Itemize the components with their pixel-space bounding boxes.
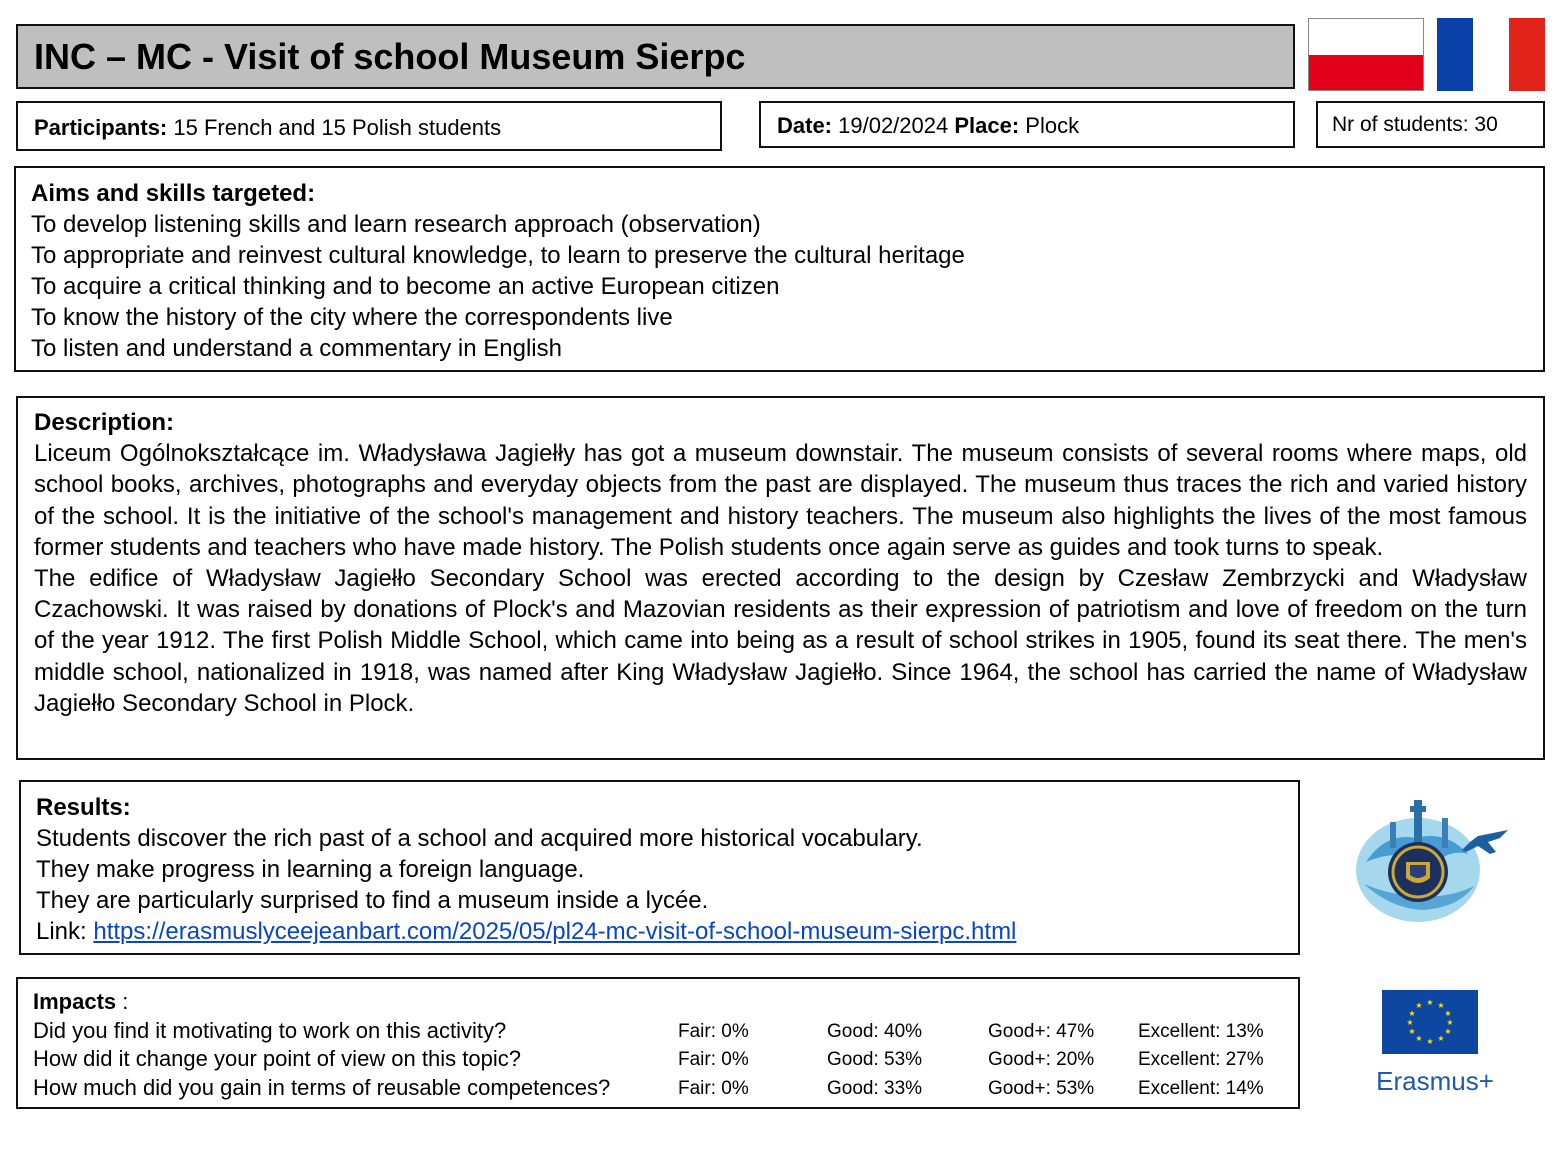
erasmus-plus-logo (1366, 988, 1504, 1098)
participants-box (16, 101, 722, 151)
poland-flag-icon (1308, 18, 1424, 91)
description-paragraph: The edifice of Władysław Jagiełło Secondary School was erected according to the design by Czesław Zembrzycki and Władysław Czachowski. It was raised by donations of Plock's and Mazovian residents as their expression of patriotism and love of freedom on the turn of the year 1912. The first Polish Middle School, which came into being as a result of school strikes in 1905, found its seat there. The men's middle school, nationalized in 1918, was named after King Władysław Jagiełło. Since 1964, the school has carried the name of Władysław Jagiełło Secondary School in Plock. (34, 565, 1527, 717)
aim-item: To know the history of the city where the correspondents live (31, 304, 673, 331)
results-link[interactable]: https://erasmuslyceejeanbart.com/2025/05/pl24-mc-visit-of-school-museum-sierpc.html (93, 918, 1017, 945)
title-bar (16, 24, 1295, 89)
result-item: They are particularly surprised to find a museum inside a lycée. (36, 887, 709, 914)
impact-good-plus: Good+: 20% (988, 1049, 1095, 1070)
france-flag-icon (1437, 18, 1545, 91)
aims-heading: Aims and skills targeted: (31, 180, 316, 207)
aims-section (14, 166, 1545, 372)
impacts-heading: Impacts (33, 989, 117, 1014)
aim-item: To appropriate and reinvest cultural knowledge, to learn to preserve the cultural heritage (31, 242, 965, 269)
link-label: Link: (36, 918, 94, 945)
impact-excellent: Excellent: 27% (1138, 1049, 1264, 1070)
svg-text:★: ★ (1406, 1018, 1414, 1027)
impact-question: Did you find it motivating to work on this activity? (33, 1018, 507, 1043)
impacts-heading-suffix: : (116, 989, 129, 1014)
impact-question: How much did you gain in terms of reusable competences? (33, 1075, 611, 1100)
impact-excellent: Excellent: 13% (1138, 1021, 1264, 1042)
place-value: Plock (1019, 113, 1080, 138)
students-count-box (1316, 101, 1545, 148)
students-count: Nr of students: 30 (1332, 113, 1498, 136)
link-line (36, 916, 1016, 947)
date-label: Date: (777, 113, 833, 138)
svg-text:★: ★ (1437, 1001, 1445, 1010)
impact-excellent: Excellent: 14% (1138, 1078, 1264, 1099)
description-paragraph: Liceum Ogólnokształcące im. Władysława Jagiełły has got a museum downstair. The museum consists of several rooms where maps, old school books, archives, photographs and everyday objects from the past are displayed. The museum thus traces the rich and varied history of the school. It is the initiative of the school's management and history teachers. The museum also highlights the lives of the most famous former students and teachers who have made history. The Polish students once again serve as guides and took turns to speak. (34, 440, 1527, 561)
svg-text:★: ★ (1446, 1018, 1454, 1027)
impact-fair: Fair: 0% (678, 1049, 749, 1070)
impact-good: Good: 40% (827, 1021, 923, 1042)
aim-item: To listen and understand a commentary in English (31, 335, 562, 362)
date-value: 19/02/2024 (832, 113, 955, 138)
aim-item: To develop listening skills and learn research approach (observation) (31, 211, 761, 238)
page-title: INC – MC - Visit of school Museum Sierpc (34, 36, 746, 77)
svg-text:★: ★ (1415, 1001, 1423, 1010)
svg-text:★: ★ (1426, 1037, 1434, 1046)
result-item: They make progress in learning a foreign language. (36, 856, 585, 883)
impact-fair: Fair: 0% (678, 1021, 749, 1042)
impacts-section (16, 977, 1300, 1109)
result-item: Students discover the rich past of a school and acquired more historical vocabulary. (36, 825, 923, 852)
svg-text:★: ★ (1444, 1009, 1452, 1018)
impact-good: Good: 33% (827, 1078, 923, 1099)
svg-text:★: ★ (1408, 1027, 1416, 1036)
description-section (16, 396, 1545, 760)
eu-flag-icon (1382, 990, 1478, 1054)
impact-good-plus: Good+: 53% (988, 1078, 1095, 1099)
travel-globe-logo-icon (1346, 792, 1516, 932)
aim-item: To acquire a critical thinking and to become an active European citizen (31, 273, 780, 300)
date-place-box (759, 101, 1295, 148)
place-label: Place: (954, 113, 1020, 138)
svg-text:★: ★ (1415, 1034, 1423, 1043)
impact-good: Good: 53% (827, 1049, 923, 1070)
impact-question: How did it change your point of view on this topic? (33, 1046, 521, 1071)
description-heading: Description: (34, 409, 175, 436)
svg-text:★: ★ (1437, 1034, 1445, 1043)
erasmus-plus-text: Erasmus+ (1376, 1066, 1494, 1096)
participants-label: Participants: (34, 115, 168, 140)
impact-good-plus: Good+: 47% (988, 1021, 1095, 1042)
results-section (19, 780, 1300, 955)
results-heading: Results: (36, 794, 131, 821)
svg-text:★: ★ (1408, 1009, 1416, 1018)
svg-text:★: ★ (1444, 1027, 1452, 1036)
participants-value: 15 French and 15 Polish students (167, 115, 502, 140)
svg-text:★: ★ (1426, 998, 1434, 1007)
impact-fair: Fair: 0% (678, 1078, 749, 1099)
